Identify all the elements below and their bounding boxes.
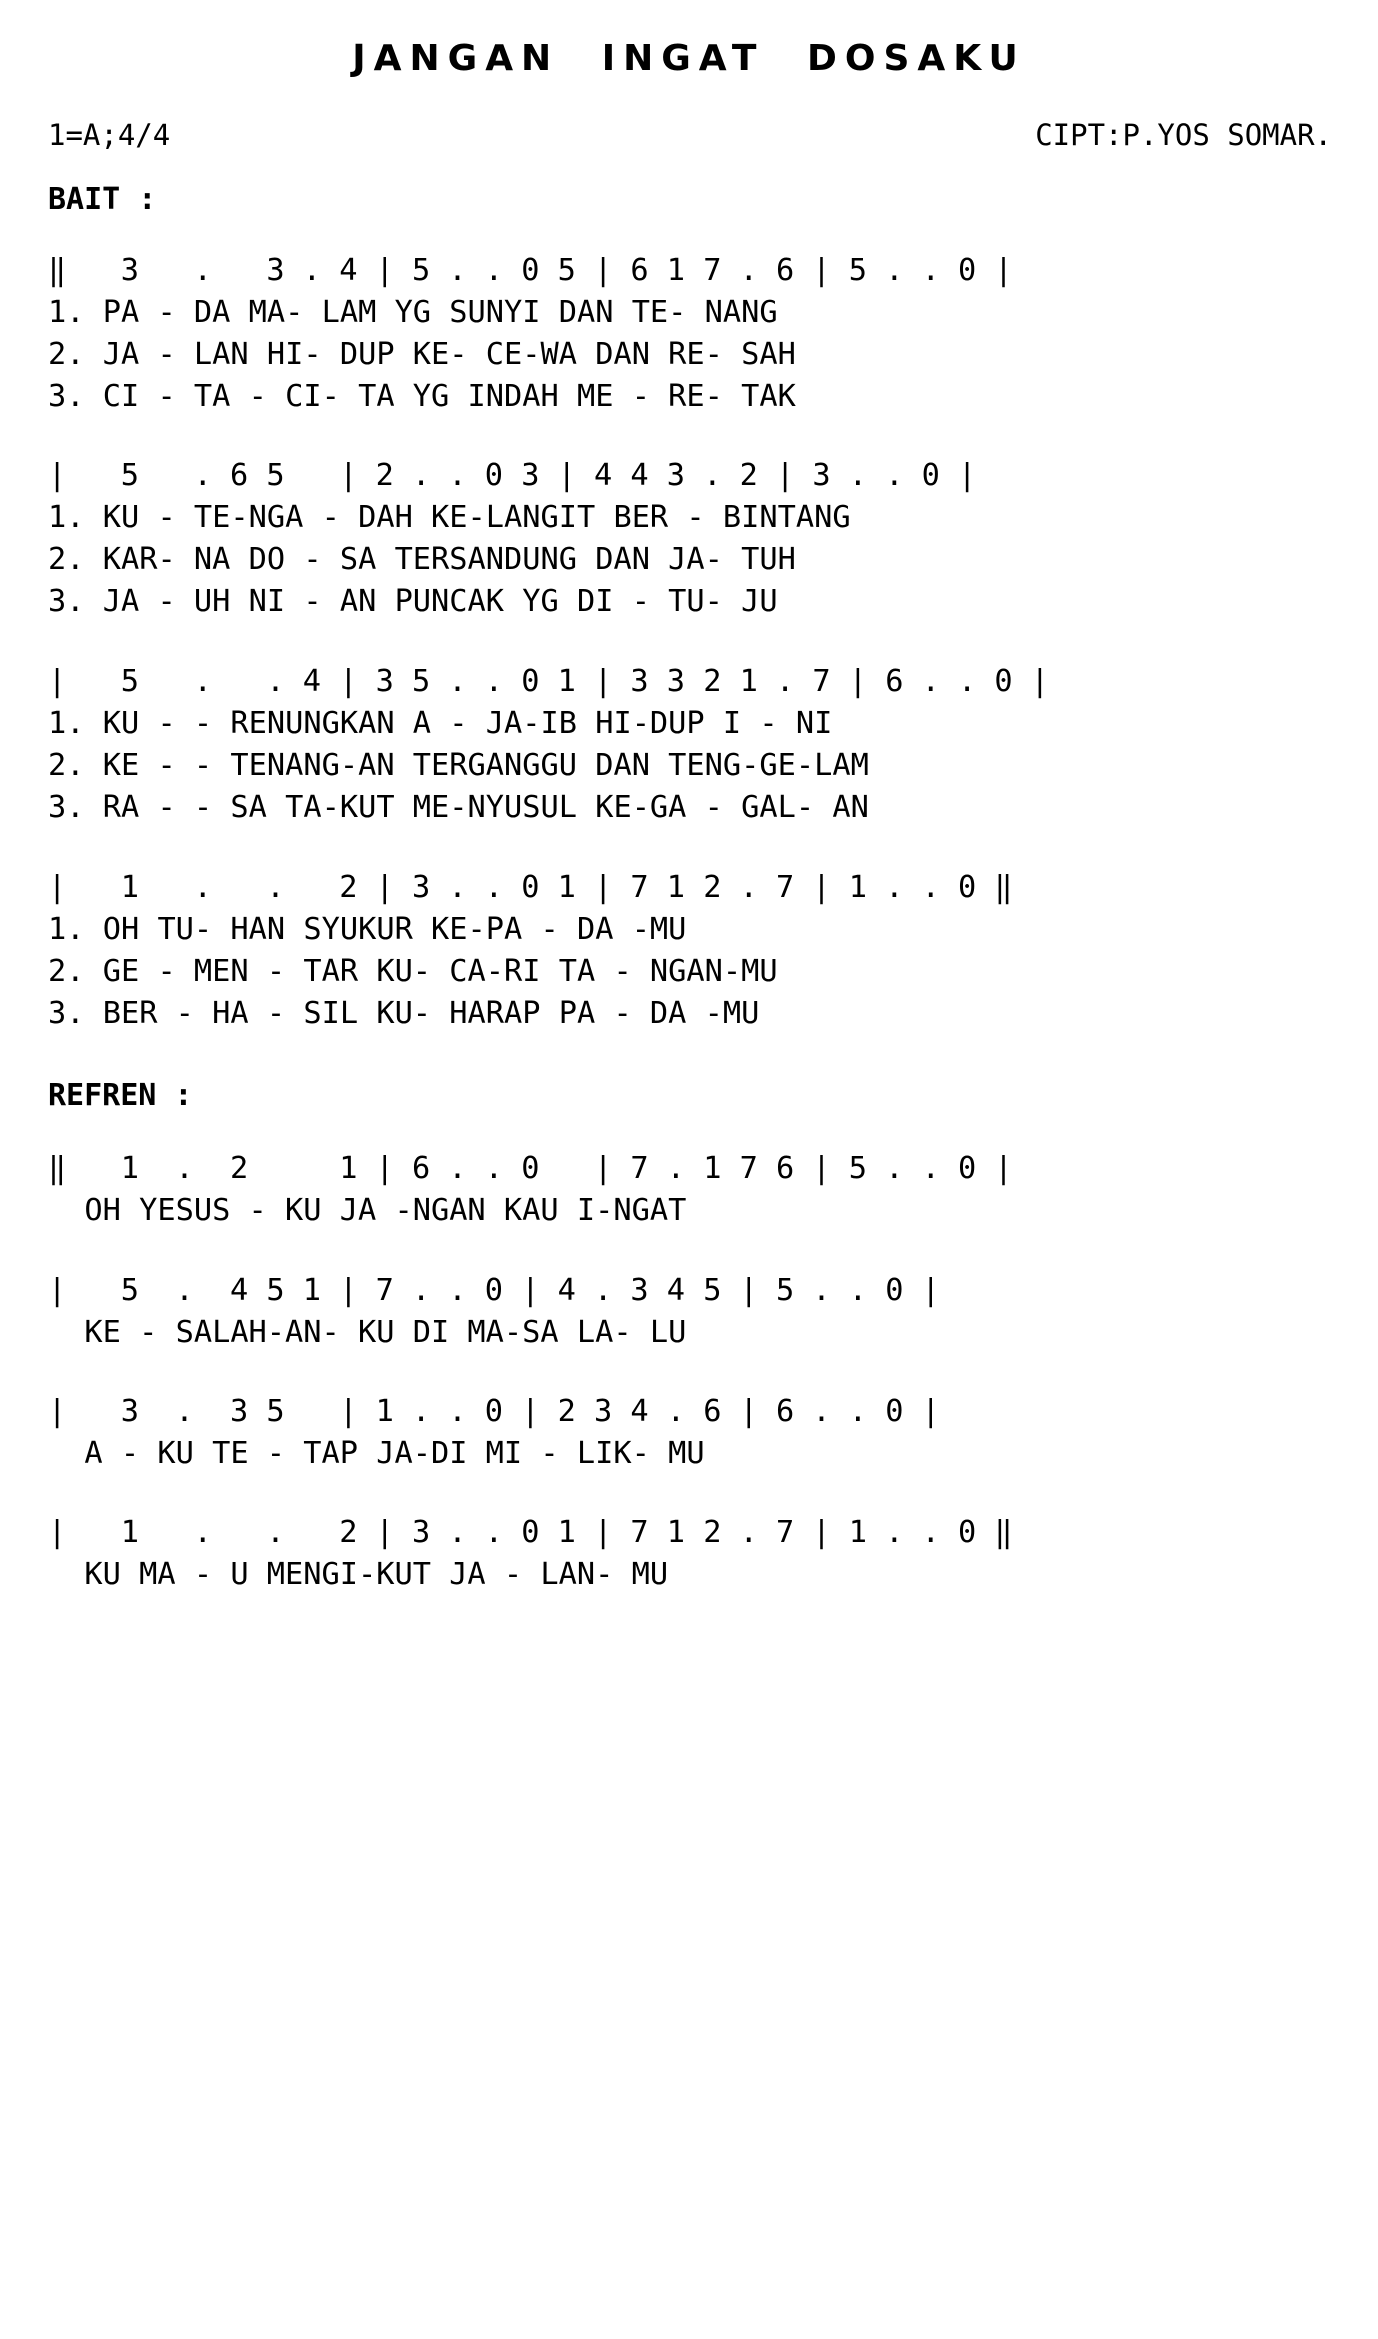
- note-mark: 5: [266, 1394, 285, 1429]
- note-mark: .: [193, 458, 212, 493]
- note-mark: 1: [120, 1151, 140, 1186]
- note-mark: .: [448, 1273, 467, 1308]
- composer-credit: CIPT:P.YOS SOMAR.: [1035, 118, 1332, 152]
- note-mark: 1: [666, 253, 686, 288]
- note-mark: .: [739, 870, 758, 905]
- note-mark: 4: [230, 1273, 249, 1308]
- note-mark: 5: [703, 1273, 722, 1308]
- note-mark: .: [175, 1273, 194, 1308]
- note-mark: 2: [557, 1394, 576, 1429]
- note-mark: 0: [885, 1273, 904, 1308]
- note-mark: |: [48, 1394, 67, 1429]
- note-mark: |: [958, 458, 977, 493]
- note-mark: .: [193, 1515, 212, 1550]
- note-mark: |: [594, 1151, 613, 1186]
- note-mark: 1: [120, 870, 140, 905]
- note-mark: 0: [521, 664, 540, 699]
- note-mark: .: [193, 870, 212, 905]
- note-mark: .: [448, 1394, 467, 1429]
- note-mark: .: [412, 1394, 431, 1429]
- note-mark: 0: [484, 458, 504, 493]
- note-mark: .: [885, 253, 904, 288]
- note-mark: |: [594, 870, 613, 905]
- note-mark: .: [412, 458, 431, 493]
- note-mark: 7: [375, 1273, 394, 1308]
- lyric-line: 2. KE - - TENANG-AN TERGANGGU DAN TENG-GE-LAM: [48, 748, 869, 783]
- note-mark: .: [175, 1151, 194, 1186]
- note-mark: 3: [521, 458, 540, 493]
- note-mark: .: [412, 1273, 431, 1308]
- note-mark: 4: [302, 664, 322, 699]
- note-mark: .: [703, 458, 722, 493]
- verse-label: BAIT :: [48, 182, 157, 217]
- note-mark: .: [812, 1273, 831, 1308]
- notation-line: [48, 1512, 1348, 1554]
- note-mark: .: [266, 870, 285, 905]
- lyric-line: KU MA - U MENGI-KUT JA - LAN- MU: [84, 1557, 669, 1592]
- lyric-line: 1. PA - DA MA- LAM YG SUNYI DAN TE- NANG: [48, 295, 778, 330]
- lyric-line: 3. RA - - SA TA-KUT ME-NYUSUL KE-GA - GAL- AN: [48, 790, 869, 825]
- note-mark: 6: [703, 1394, 722, 1429]
- note-mark: 1: [557, 870, 576, 905]
- note-mark: 3: [412, 870, 431, 905]
- note-mark: .: [848, 458, 868, 493]
- note-mark: 3: [666, 664, 686, 699]
- note-mark: .: [448, 1515, 467, 1550]
- note-mark: .: [885, 1515, 904, 1550]
- notation-line: [48, 250, 1348, 292]
- note-mark: 7: [776, 1515, 795, 1550]
- note-mark: 0: [521, 253, 540, 288]
- note-mark: 3: [230, 1394, 249, 1429]
- note-mark: .: [266, 1515, 285, 1550]
- note-mark: 3: [666, 458, 686, 493]
- verse-system: [48, 661, 1348, 829]
- note-mark: 7: [703, 253, 722, 288]
- note-mark: 5: [557, 253, 576, 288]
- note-mark: 6: [776, 1151, 795, 1186]
- note-mark: 5: [120, 1273, 140, 1308]
- note-mark: |: [339, 664, 358, 699]
- note-mark: 1: [739, 664, 758, 699]
- note-mark: .: [921, 870, 940, 905]
- note-mark: .: [484, 1515, 504, 1550]
- note-mark: |: [812, 870, 831, 905]
- lyric-line: 3. CI - TA - CI- TA YG INDAH ME - RE- TAK: [48, 379, 796, 414]
- note-mark: 6: [776, 1394, 795, 1429]
- note-mark: |: [339, 458, 358, 493]
- note-mark: |: [848, 664, 868, 699]
- note-mark: 0: [958, 870, 977, 905]
- note-mark: ‖: [994, 870, 1013, 905]
- note-mark: |: [375, 870, 394, 905]
- note-mark: 1: [120, 1515, 140, 1550]
- note-mark: ‖: [48, 1151, 67, 1186]
- note-mark: 0: [921, 458, 940, 493]
- note-mark: .: [666, 1394, 686, 1429]
- note-mark: 1: [339, 1151, 358, 1186]
- note-mark: |: [739, 1394, 758, 1429]
- note-mark: 1: [848, 870, 868, 905]
- lyric-line: 2. GE - MEN - TAR KU- CA-RI TA - NGAN-MU: [48, 954, 778, 989]
- note-mark: .: [739, 1515, 758, 1550]
- note-mark: .: [666, 1151, 686, 1186]
- note-mark: 0: [521, 1151, 540, 1186]
- note-mark: 1: [557, 664, 576, 699]
- lyric-line: 2. KAR- NA DO - SA TERSANDUNG DAN JA- TUH: [48, 542, 796, 577]
- note-mark: 5: [412, 664, 431, 699]
- note-mark: 3: [412, 1515, 431, 1550]
- note-mark: .: [175, 1394, 194, 1429]
- note-mark: 2: [703, 870, 722, 905]
- notation-line: [48, 1148, 1348, 1190]
- note-mark: |: [594, 664, 613, 699]
- note-mark: 2: [230, 1151, 249, 1186]
- note-mark: .: [484, 664, 504, 699]
- note-mark: .: [885, 458, 904, 493]
- note-mark: .: [484, 870, 504, 905]
- note-mark: |: [994, 253, 1013, 288]
- notation-line: [48, 1270, 1348, 1312]
- note-mark: |: [994, 1151, 1013, 1186]
- note-mark: .: [448, 664, 467, 699]
- notation-line: [48, 455, 1348, 497]
- note-mark: |: [812, 1151, 831, 1186]
- verse-system: [48, 455, 1348, 623]
- note-mark: 2: [739, 458, 758, 493]
- note-mark: 0: [958, 1151, 977, 1186]
- note-mark: 4: [666, 1273, 686, 1308]
- note-mark: |: [48, 458, 67, 493]
- lyric-line: 1. KU - TE-NGA - DAH KE-LANGIT BER - BINTANG: [48, 500, 851, 535]
- verse-system: [48, 250, 1348, 418]
- note-mark: 3: [266, 253, 285, 288]
- note-mark: .: [448, 870, 467, 905]
- note-mark: 4: [630, 458, 649, 493]
- lyric-line: OH YESUS - KU JA -NGAN KAU I-NGAT: [84, 1193, 687, 1228]
- note-mark: 4: [630, 1394, 649, 1429]
- note-mark: |: [776, 458, 795, 493]
- note-mark: 0: [521, 870, 540, 905]
- note-mark: 0: [521, 1515, 540, 1550]
- verse-system: [48, 867, 1348, 1035]
- note-mark: |: [594, 253, 613, 288]
- note-mark: .: [266, 664, 285, 699]
- chorus-system: [48, 1148, 1348, 1232]
- note-mark: |: [921, 1273, 940, 1308]
- note-mark: 3: [375, 664, 394, 699]
- note-mark: .: [776, 664, 795, 699]
- note-mark: |: [375, 1151, 394, 1186]
- note-mark: .: [921, 1515, 940, 1550]
- note-mark: |: [812, 253, 831, 288]
- note-mark: |: [594, 1515, 613, 1550]
- note-mark: |: [1030, 664, 1050, 699]
- note-mark: 1: [848, 1515, 868, 1550]
- note-mark: 0: [484, 1394, 504, 1429]
- lyric-line: 2. JA - LAN HI- DUP KE- CE-WA DAN RE- SAH: [48, 337, 796, 372]
- note-mark: |: [48, 1515, 67, 1550]
- note-mark: 1: [302, 1273, 322, 1308]
- note-mark: 0: [958, 253, 977, 288]
- note-mark: .: [848, 1273, 868, 1308]
- chorus-system: [48, 1512, 1348, 1596]
- note-mark: .: [885, 1151, 904, 1186]
- lyric-line: 1. KU - - RENUNGKAN A - JA-IB HI-DUP I - NI: [48, 706, 833, 741]
- lyric-line: KE - SALAH-AN- KU DI MA-SA LA- LU: [84, 1315, 687, 1350]
- note-mark: .: [848, 1394, 868, 1429]
- note-mark: 2: [703, 664, 722, 699]
- note-mark: 4: [339, 253, 358, 288]
- note-mark: 1: [557, 1515, 576, 1550]
- key-signature: 1=A;4/4: [48, 118, 171, 152]
- note-mark: 6: [776, 253, 795, 288]
- note-mark: 7: [739, 1151, 758, 1186]
- note-mark: 5: [266, 1273, 285, 1308]
- note-mark: 5: [120, 458, 140, 493]
- note-mark: 3: [812, 458, 831, 493]
- note-mark: |: [48, 664, 67, 699]
- note-mark: |: [521, 1273, 540, 1308]
- note-mark: .: [448, 458, 467, 493]
- note-mark: 5: [412, 253, 431, 288]
- note-mark: 3: [630, 664, 649, 699]
- note-mark: .: [302, 253, 322, 288]
- note-mark: 1: [666, 870, 686, 905]
- note-mark: 7: [630, 1151, 649, 1186]
- note-mark: 3: [120, 253, 140, 288]
- song-title: JANGAN INGAT DOSAKU: [352, 38, 1026, 79]
- note-mark: |: [48, 870, 67, 905]
- note-mark: .: [193, 664, 212, 699]
- note-mark: .: [448, 253, 467, 288]
- lyric-line: 3. JA - UH NI - AN PUNCAK YG DI - TU- JU: [48, 584, 778, 619]
- lyric-line: 3. BER - HA - SIL KU- HARAP PA - DA -MU: [48, 996, 760, 1031]
- note-mark: .: [739, 253, 758, 288]
- chorus-label: REFREN :: [48, 1078, 193, 1113]
- note-mark: 0: [994, 664, 1013, 699]
- note-mark: 5: [120, 664, 140, 699]
- note-mark: .: [594, 1273, 613, 1308]
- note-mark: .: [921, 1151, 940, 1186]
- note-mark: ‖: [994, 1515, 1013, 1550]
- lyric-line: A - KU TE - TAP JA-DI MI - LIK- MU: [84, 1436, 705, 1471]
- note-mark: 3: [594, 1394, 613, 1429]
- note-mark: .: [193, 253, 212, 288]
- notation-line: [48, 867, 1348, 909]
- note-mark: 7: [812, 664, 831, 699]
- note-mark: 2: [375, 458, 394, 493]
- note-mark: 0: [885, 1394, 904, 1429]
- note-mark: 7: [776, 870, 795, 905]
- note-mark: 5: [848, 253, 868, 288]
- note-mark: 0: [484, 1273, 504, 1308]
- note-mark: |: [375, 253, 394, 288]
- note-mark: 5: [266, 458, 285, 493]
- chorus-system: [48, 1391, 1348, 1475]
- note-mark: 1: [666, 1515, 686, 1550]
- note-mark: |: [521, 1394, 540, 1429]
- note-mark: 4: [557, 1273, 576, 1308]
- note-mark: 6: [885, 664, 904, 699]
- note-mark: 6: [412, 1151, 431, 1186]
- notation-line: [48, 661, 1348, 703]
- note-mark: 2: [703, 1515, 722, 1550]
- note-mark: .: [484, 1151, 504, 1186]
- note-mark: 3: [120, 1394, 140, 1429]
- note-mark: .: [812, 1394, 831, 1429]
- note-mark: |: [48, 1273, 67, 1308]
- note-mark: 6: [630, 253, 649, 288]
- note-mark: |: [339, 1273, 358, 1308]
- note-mark: 5: [776, 1273, 795, 1308]
- note-mark: |: [339, 1394, 358, 1429]
- note-mark: |: [557, 458, 576, 493]
- note-mark: .: [885, 870, 904, 905]
- notation-line: [48, 1391, 1348, 1433]
- note-mark: 5: [848, 1151, 868, 1186]
- lyric-line: 1. OH TU- HAN SYUKUR KE-PA - DA -MU: [48, 912, 687, 947]
- note-mark: .: [921, 253, 940, 288]
- note-mark: |: [375, 1515, 394, 1550]
- note-mark: 6: [230, 458, 249, 493]
- note-mark: |: [812, 1515, 831, 1550]
- note-mark: 7: [630, 870, 649, 905]
- note-mark: 2: [339, 1515, 358, 1550]
- note-mark: .: [958, 664, 977, 699]
- note-mark: .: [448, 1151, 467, 1186]
- note-mark: 2: [339, 870, 358, 905]
- note-mark: 1: [703, 1151, 722, 1186]
- note-mark: |: [739, 1273, 758, 1308]
- note-mark: 3: [630, 1273, 649, 1308]
- chorus-system: [48, 1270, 1348, 1354]
- note-mark: 1: [375, 1394, 394, 1429]
- note-mark: ‖: [48, 253, 67, 288]
- note-mark: 0: [958, 1515, 977, 1550]
- note-mark: .: [921, 664, 940, 699]
- note-mark: |: [921, 1394, 940, 1429]
- note-mark: 4: [594, 458, 613, 493]
- note-mark: 7: [630, 1515, 649, 1550]
- note-mark: .: [484, 253, 504, 288]
